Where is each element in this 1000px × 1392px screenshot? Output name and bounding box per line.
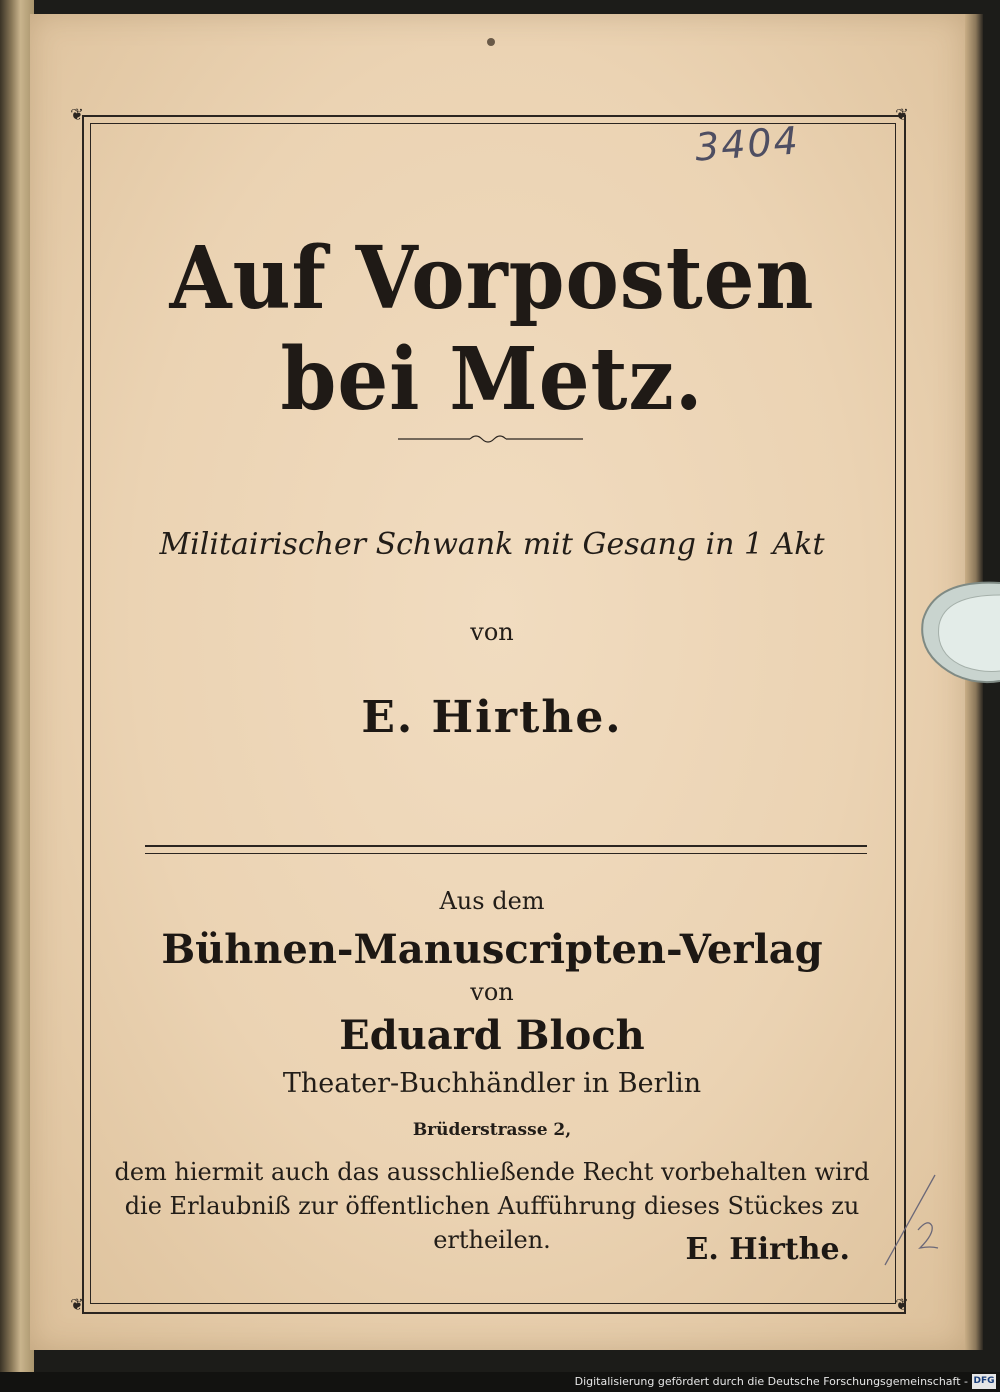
- author-name: E. Hirthe.: [361, 692, 623, 743]
- shelfmark: 3404: [693, 118, 802, 170]
- byline-von: von: [470, 618, 514, 646]
- corner-ornament-icon: ❦: [70, 1295, 84, 1314]
- publisher-series: Bühnen-Manuscripten-Verlag: [161, 926, 823, 973]
- imprint-intro: Aus dem: [439, 887, 545, 915]
- corner-ornament-icon: ❦: [895, 105, 909, 124]
- pinhole: [487, 38, 495, 46]
- corner-ornament-icon: ❦: [70, 105, 84, 124]
- binder-clip-icon: [915, 575, 1000, 695]
- subtitle: Militairischer Schwank mit Gesang in 1 Akt: [159, 527, 825, 562]
- book-spine: [0, 0, 34, 1372]
- publisher-address: Brüderstrasse 2,: [412, 1120, 572, 1140]
- signature: E. Hirthe.: [685, 1232, 850, 1267]
- publisher-role: Theater-Buchhändler in Berlin: [282, 1068, 702, 1099]
- corner-ornament-icon: ❦: [895, 1295, 909, 1314]
- funding-credit: Digitalisierung gefördert durch die Deutsche Forschungsgemeinschaft -: [574, 1375, 968, 1388]
- pencil-mark-icon: [880, 1170, 960, 1270]
- footer-bar: [0, 1372, 1000, 1392]
- imprint-von: von: [470, 978, 514, 1006]
- publisher-name: Eduard Bloch: [339, 1012, 645, 1059]
- double-rule: [145, 845, 867, 854]
- rights-notice: dem hiermit auch das ausschließende Recht vorbehalten wird die Erlaubniß zur öffentlichen Aufführung dieses Stückes zu ertheilen.: [114, 1158, 870, 1254]
- ornamental-rule: [398, 433, 583, 445]
- page-title: Auf Vorposten bei Metz.: [169, 228, 815, 430]
- dfg-logo: DFG: [972, 1374, 996, 1389]
